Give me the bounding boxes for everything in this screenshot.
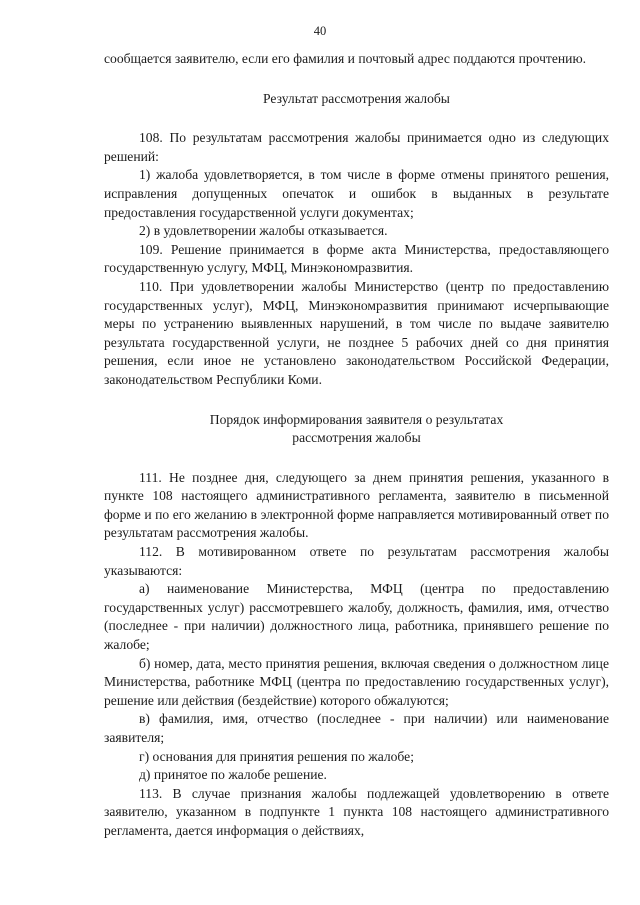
- paragraph-108-item-1: 1) жалоба удовлетворяется, в том числе в форме отмены принятого решения, исправления допущенных опечаток и ошибок в выданных в результате предоставления государственной услуги документах;: [104, 167, 609, 220]
- paragraph-112-item-b: б) номер, дата, место принятия решения, включая сведения о должностном лице Министерства, работнике МФЦ (центра по предоставлению государственных услуг), решение или действия (бездействие) которого обжалуются;: [104, 655, 609, 708]
- paragraph-continuation: сообщается заявителю, если его фамилия и почтовый адрес поддаются прочтению.: [104, 51, 586, 66]
- paragraph-112-item-a: а) наименование Министерства, МФЦ (центра по предоставлению государственных услуг) рассмотревшего жалобу, должность, фамилия, имя, отчество (последнее - при наличии) должностного лица, работника, принявшего решение по жалобе;: [104, 581, 609, 653]
- paragraph-108-item-2: 2) в удовлетворении жалобы отказывается.: [139, 223, 388, 239]
- section-heading-line-1: Порядок информирования заявителя о результатах: [209, 411, 504, 427]
- paragraph-109: 109. Решение принимается в форме акта Министерства, предоставляющего государственную услугу, МФЦ, Минэкономразвития.: [104, 241, 609, 276]
- paragraph-113: 113. В случае признания жалобы подлежащей удовлетворению в ответе заявителю, указанном в подпункте 1 пункта 108 настоящего административного регламента, дается информация о действиях,: [104, 785, 609, 838]
- paragraph-112-item-v: в) фамилия, имя, отчество (последнее - при наличии) или наименование заявителя;: [104, 711, 609, 745]
- section-heading-informing: [104, 411, 609, 448]
- paragraph-112-item-g: г) основания для принятия решения по жалобе;: [139, 748, 414, 764]
- section-heading-complaint-result: Результат рассмотрения жалобы: [263, 90, 450, 106]
- page-number: 40: [313, 24, 327, 38]
- section-heading-line-2: рассмотрения жалобы: [292, 430, 421, 446]
- paragraph-111: 111. Не позднее дня, следующего за днем принятия решения, указанного в пункте 108 настоящего административного регламента, заявителю в письменной форме и по его желанию в электронной форме направляется мотивированный ответ по результатам рассмотрения жалобы.: [104, 469, 609, 541]
- paragraph-108: 108. По результатам рассмотрения жалобы принимается одно из следующих решений:: [104, 130, 609, 164]
- paragraph-112: 112. В мотивированном ответе по результатам рассмотрения жалобы указываются:: [104, 544, 609, 578]
- paragraph-112-item-d: д) принятое по жалобе решение.: [139, 767, 327, 783]
- page-body: [104, 50, 609, 841]
- paragraph-110: 110. При удовлетворении жалобы Министерство (центр по предоставлению государственных услуг), МФЦ, Минэкономразвития принимают исчерпывающие меры по устранению выявленных нарушений, в том числе по выдаче заявителю результата государственной услуги, не позднее 5 рабочих дней со дня принятия решения, если иное не установлено законодательством Российской Федерации, законодательством Республики Коми.: [104, 278, 609, 387]
